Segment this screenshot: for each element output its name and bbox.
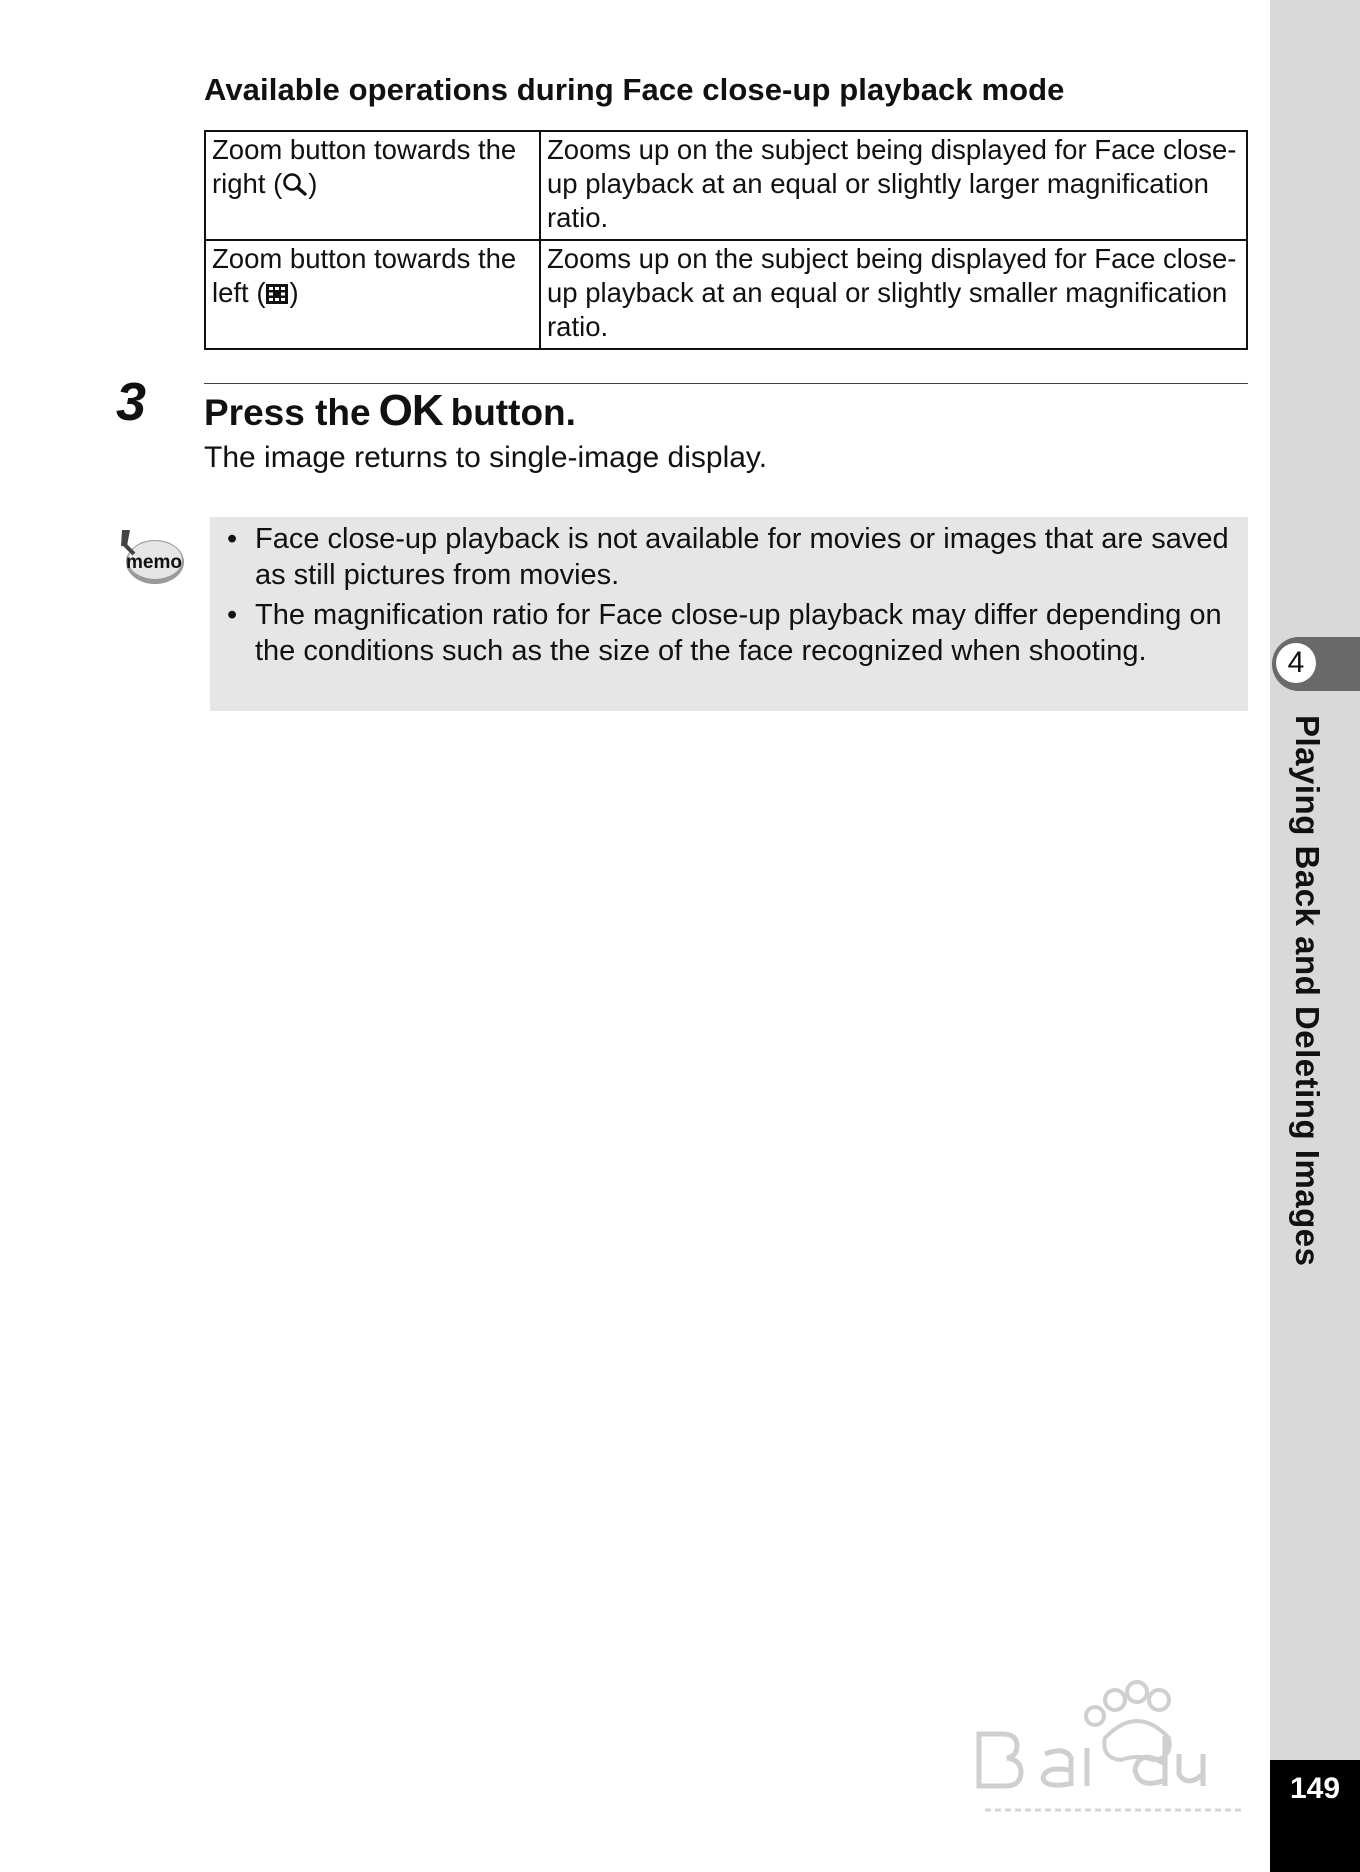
- memo-box: [210, 517, 1248, 711]
- section-divider: [204, 383, 1248, 384]
- table-row: [205, 131, 1247, 240]
- description-cell: Zooms up on the subject being displayed for Face close-up playback at an equal or slightly larger magnification ratio.: [540, 131, 1247, 240]
- chapter-number: 4: [1276, 643, 1316, 683]
- operation-label-prefix: Zoom button towards the right (: [212, 134, 517, 199]
- page-number: 149: [1289, 1772, 1341, 1805]
- section-title: Available operations during Face close-up playback mode: [204, 72, 1065, 107]
- svg-text:memo: memo: [126, 552, 182, 573]
- baidu-watermark-logo: [965, 1670, 1275, 1820]
- memo-icon: [116, 526, 186, 588]
- operation-label-prefix: Zoom button towards the left (: [212, 243, 517, 308]
- operation-label-suffix: ): [289, 277, 299, 308]
- chapter-title: Playing Back and Deleting Images: [1289, 715, 1326, 1267]
- operation-cell: [205, 240, 540, 349]
- table-row: [205, 240, 1247, 349]
- step-title: [204, 385, 576, 439]
- memo-text: The magnification ratio for Face close-up playback may differ depending on the conditions such as the size of the face recognized when shooting.: [255, 599, 1222, 667]
- step-body: The image returns to single-image display.: [204, 441, 768, 474]
- step-number: 3: [116, 372, 147, 432]
- operation-label-suffix: ): [308, 168, 318, 199]
- list-item: [210, 597, 1248, 669]
- operation-cell: [205, 131, 540, 240]
- memo-text: Face close-up playback is not available for movies or images that are saved as still pictures from movies.: [255, 523, 1229, 591]
- magnify-icon: [282, 170, 308, 204]
- operations-table: [204, 130, 1248, 350]
- description-cell: Zooms up on the subject being displayed for Face close-up playback at an equal or slightly smaller magnification ratio.: [540, 240, 1247, 349]
- memo-list: [210, 521, 1248, 669]
- list-item: [210, 521, 1248, 593]
- ok-button-label: OK: [378, 386, 443, 435]
- bullet: •: [227, 523, 238, 555]
- step-title-before: Press the: [204, 392, 371, 433]
- thumbnail-grid-icon: [265, 279, 289, 313]
- step-title-after: button.: [450, 392, 576, 433]
- bullet: •: [227, 599, 238, 631]
